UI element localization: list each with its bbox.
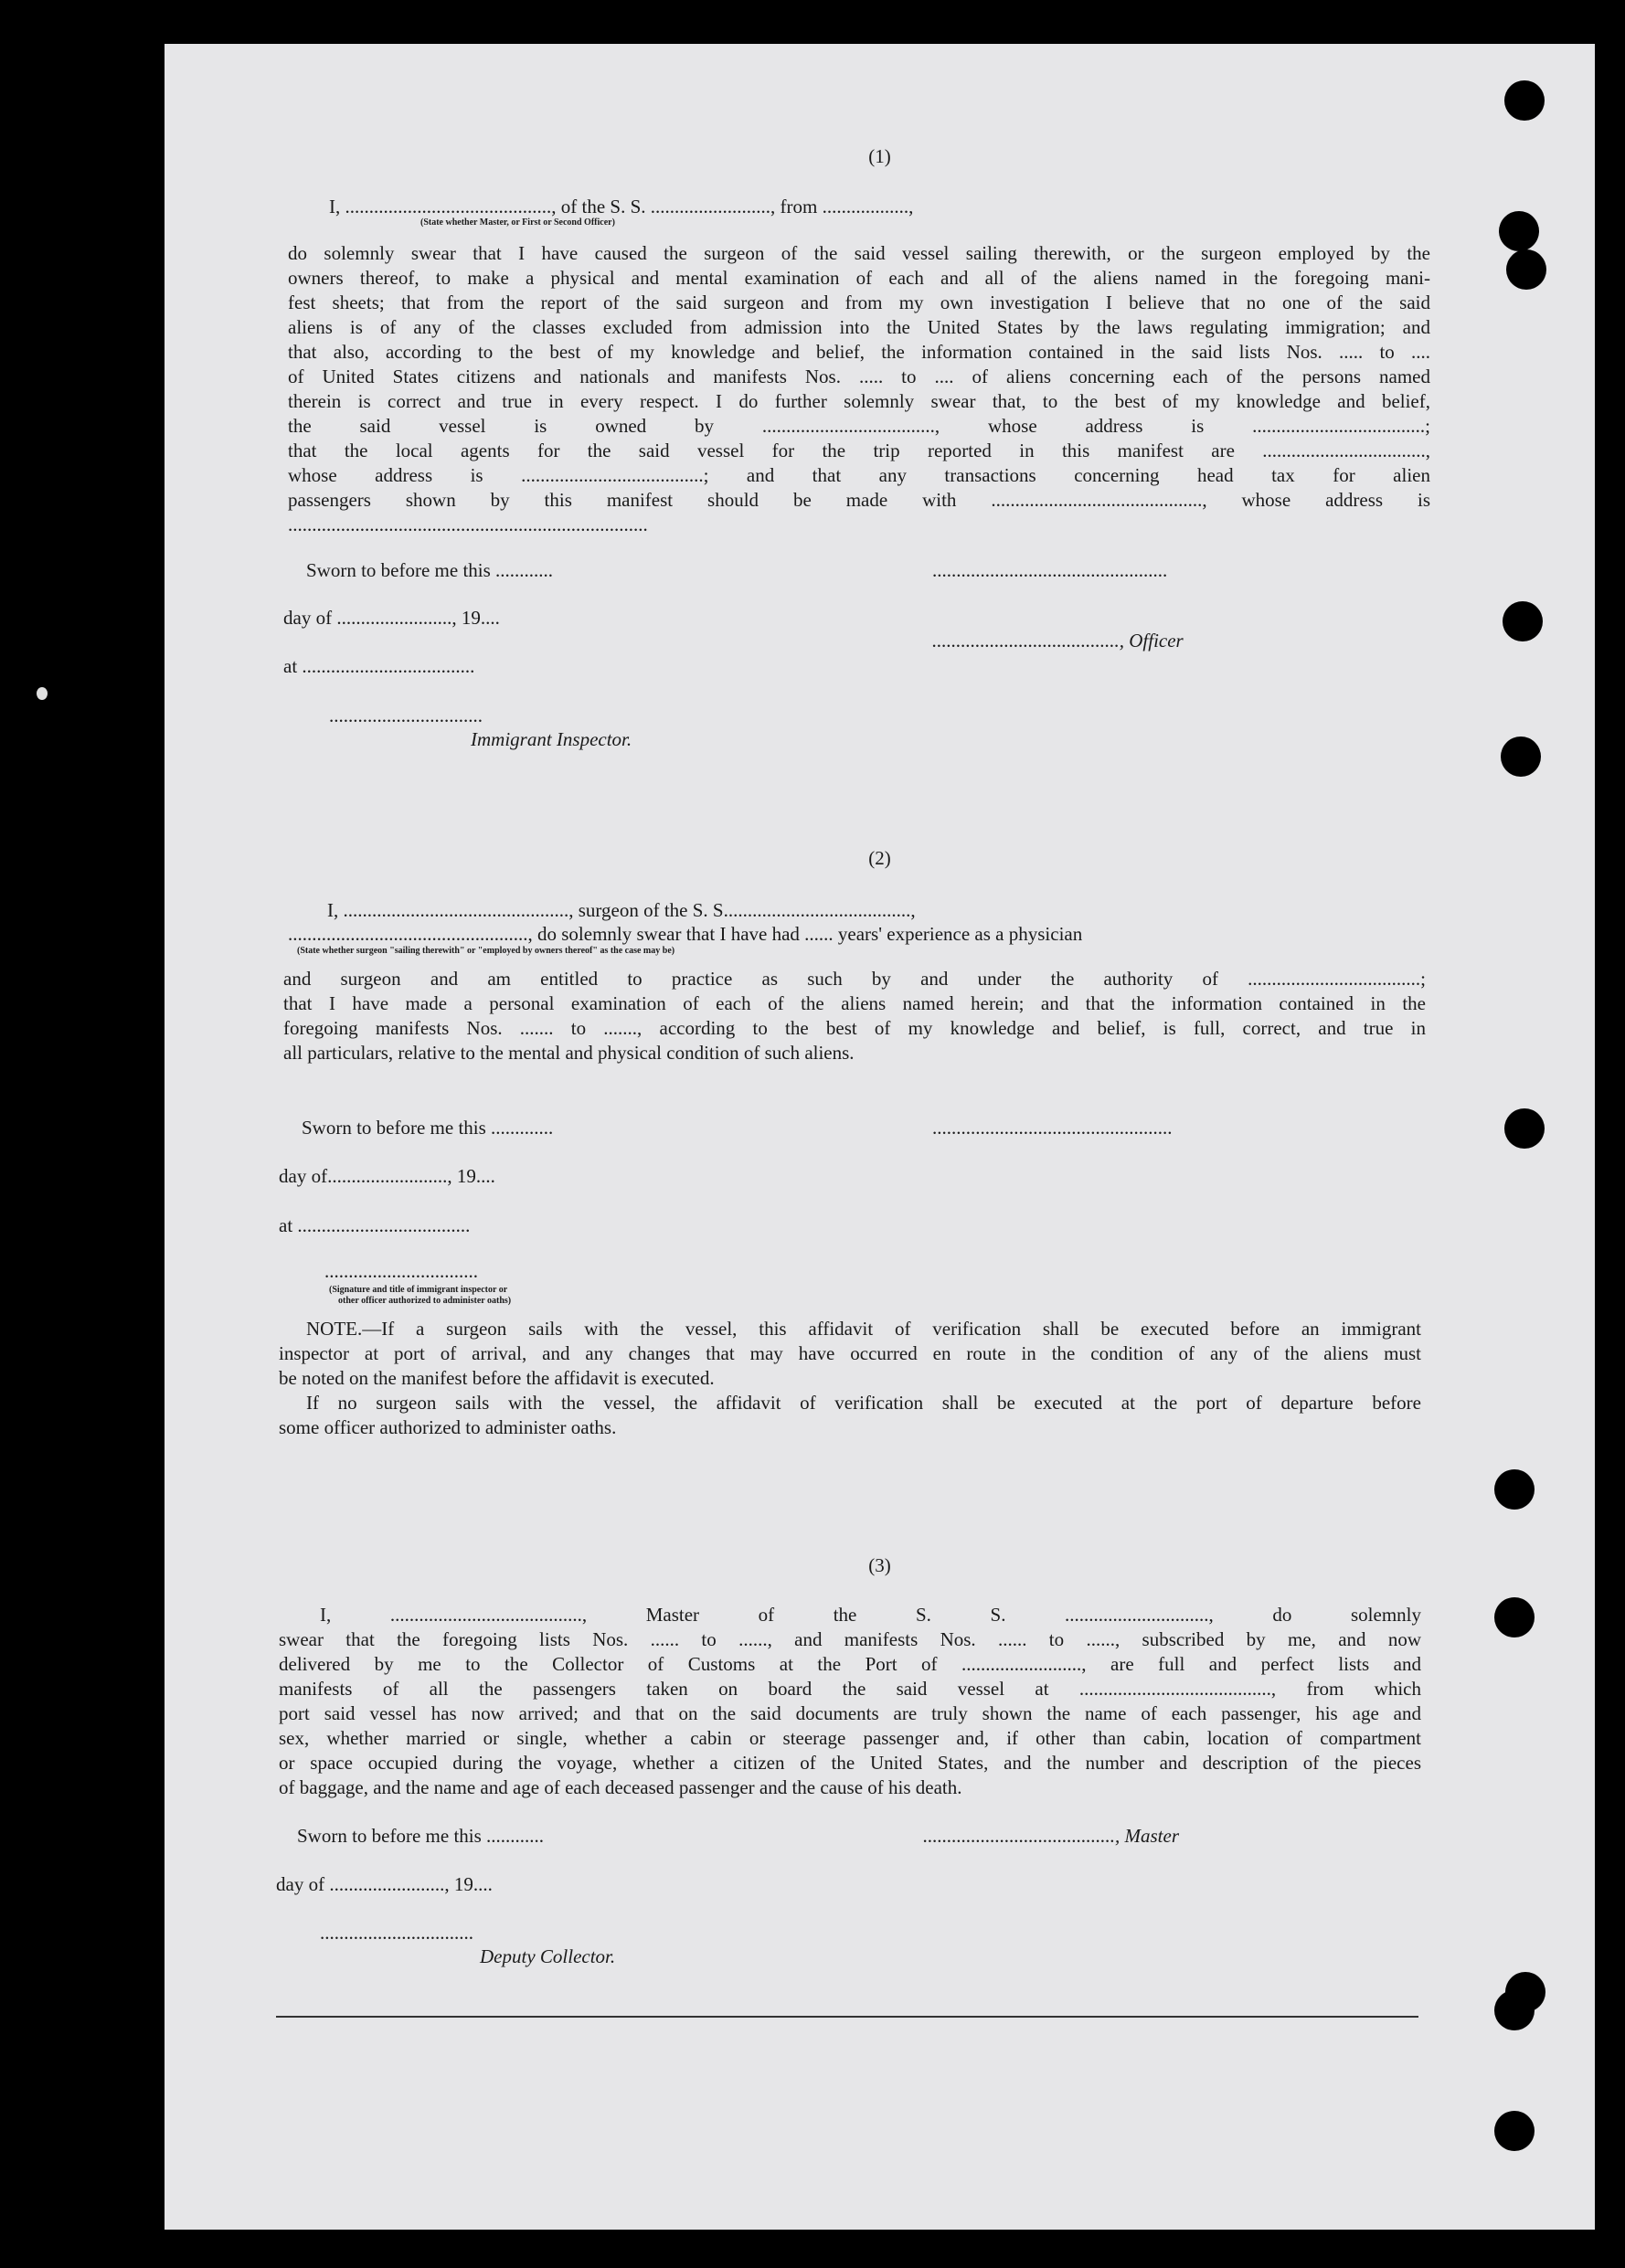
section-2-number: (2) <box>868 847 891 869</box>
body-line: delivered by me to the Collector of Customs at the Port of ........................., are full and perfect lists and <box>279 1653 1421 1675</box>
section-2-note <box>279 1317 1421 1366</box>
punch-hole <box>1503 601 1543 641</box>
section-1-last-line: ........................................................................... <box>288 514 648 535</box>
body-line: foregoing manifests Nos. ....... to ......., according to the best of my knowledge and belief, is full, correct, and true in <box>283 1017 1426 1039</box>
section-2-first-line: I, ..............................................., surgeon of the S. S......................................., <box>327 899 916 921</box>
body-line: that also, according to the best of my knowledge and belief, the information contained in the said lists Nos. ..... to .... <box>288 341 1430 363</box>
punch-hole <box>1499 211 1539 251</box>
body-line: sex, whether married or single, whether a cabin or steerage passenger and, if other than cabin, location of compartment <box>279 1727 1421 1749</box>
section-2-at: at .................................... <box>279 1214 471 1236</box>
section-2-body-last: all particulars, relative to the mental and physical condition of such aliens. <box>283 1042 855 1064</box>
body-line: that the local agents for the said vessel for the trip reported in this manifest are .................................., <box>288 440 1430 461</box>
body-line: swear that the foregoing lists Nos. ...... to ......, and manifests Nos. ...... to ......, subscribed by me, and now <box>279 1628 1421 1650</box>
body-line: the said vessel is owned by ...................................., whose address is ....................................; <box>288 415 1430 437</box>
section-1-number: (1) <box>868 145 891 167</box>
body-line: port said vessel has now arrived; and that on the said documents are truly shown the name of each passenger, his age and <box>279 1702 1421 1724</box>
body-line: owners thereof, to make a physical and mental examination of each and all of the aliens named in the foregoing mani- <box>288 267 1430 289</box>
punch-hole <box>1494 1597 1535 1637</box>
section-2-note-2-last: some officer authorized to administer oaths. <box>279 1416 617 1438</box>
body-line: that I have made a personal examination of each of the aliens named herein; and that the information contained in the <box>283 992 1426 1014</box>
section-1-at: at .................................... <box>283 655 475 677</box>
section-2-note-2 <box>279 1391 1421 1415</box>
section-3-day-of: day of ........................, 19.... <box>276 1873 493 1895</box>
section-2-sig-dots: ................................ <box>324 1260 478 1282</box>
note-line: NOTE.—If a surgeon sails with the vessel, this affidavit of verification shall be executed before an immigrant <box>306 1318 1421 1340</box>
section-1-body <box>288 241 1430 513</box>
punch-hole <box>1501 737 1541 777</box>
section-2-sig-note-2: other officer authorized to administer oaths) <box>338 1296 512 1306</box>
body-line: fest sheets; that from the report of the said surgeon and from my own investigation I believe that no one of the said <box>288 291 1430 313</box>
section-2-sig-note-1: (Signature and title of immigrant inspector or <box>329 1285 508 1295</box>
body-line: manifests of all the passengers taken on board the said vessel at ........................................, from which <box>279 1678 1421 1700</box>
form-page <box>165 44 1595 2230</box>
section-1-first-line: I, ..........................................., of the S. S. ........................., from .................., <box>329 196 914 217</box>
section-3-master-line: ........................................, Master <box>923 1825 1179 1847</box>
punch-hole <box>1494 2111 1535 2151</box>
section-3-number: (3) <box>868 1554 891 1576</box>
section-3-body <box>279 1603 1421 1775</box>
section-3-body-last: of baggage, and the name and age of each deceased passenger and the cause of his death. <box>279 1776 962 1798</box>
section-1-inspector-dots: ................................ <box>329 705 483 726</box>
punch-hole <box>1494 1469 1535 1510</box>
body-line: and surgeon and am entitled to practice as such by and under the authority of ....................................; <box>283 968 1426 990</box>
section-3-sworn: Sworn to before me this ............ <box>297 1825 545 1847</box>
section-1-inspector-label: Immigrant Inspector. <box>471 728 632 750</box>
body-line: I, ........................................, Master of the S. S. .............................., do solemnly <box>320 1604 1421 1626</box>
section-2-day-of: day of........................., 19.... <box>279 1165 495 1187</box>
note-line: inspector at port of arrival, and any changes that may have occurred en route in the condition of any of the aliens must <box>279 1342 1421 1364</box>
body-line: aliens is of any of the classes excluded from admission into the United States by the laws regulating immigration; and <box>288 316 1430 338</box>
section-2-second-line: .................................................., do solemnly swear that I have had ...... years' experience as a physician <box>288 923 1083 945</box>
punch-hole <box>1504 1108 1545 1149</box>
section-1-sworn: Sworn to before me this ............ <box>306 559 554 581</box>
body-line: therein is correct and true in every respect. I do further solemnly swear that, to the best of my knowledge and belief, <box>288 390 1430 412</box>
punch-hole <box>1506 249 1546 290</box>
section-2-body <box>283 967 1426 1041</box>
section-2-signature-dots: .................................................. <box>932 1117 1173 1139</box>
section-1-first-line-note: (State whether Master, or First or Second Officer) <box>420 217 615 228</box>
bottom-rule <box>276 2016 1418 2018</box>
scan-speck <box>37 687 48 700</box>
body-line: or space occupied during the voyage, whether a citizen of the United States, and the number and description of the pieces <box>279 1752 1421 1774</box>
body-line: of United States citizens and nationals and manifests Nos. ..... to .... of aliens concerning each of the persons named <box>288 366 1430 387</box>
punch-hole <box>1494 1990 1535 2030</box>
section-3-collector-dots: ................................ <box>320 1922 473 1944</box>
body-line: do solemnly swear that I have caused the surgeon of the said vessel sailing therewith, or the surgeon employed by the <box>288 242 1430 264</box>
punch-hole <box>1504 80 1545 121</box>
section-1-officer-line: ......................................., Officer <box>932 630 1184 652</box>
section-2-note-last: be noted on the manifest before the affidavit is executed. <box>279 1367 715 1389</box>
section-1-officer-dots: ................................................. <box>932 559 1168 581</box>
section-2-second-line-note: (State whether surgeon "sailing therewith" or "employed by owners thereof" as the case may be) <box>297 946 675 956</box>
body-line: passengers shown by this manifest should be made with ............................................, whose address is <box>288 489 1430 511</box>
body-line: whose address is ......................................; and that any transactions concerning head tax for alien <box>288 464 1430 486</box>
section-1-day-of: day of ........................, 19.... <box>283 607 500 629</box>
section-3-collector-label: Deputy Collector. <box>480 1945 616 1967</box>
note-line: If no surgeon sails with the vessel, the affidavit of verification shall be executed at the port of departure before <box>306 1392 1421 1414</box>
section-2-sworn: Sworn to before me this ............. <box>302 1117 554 1139</box>
